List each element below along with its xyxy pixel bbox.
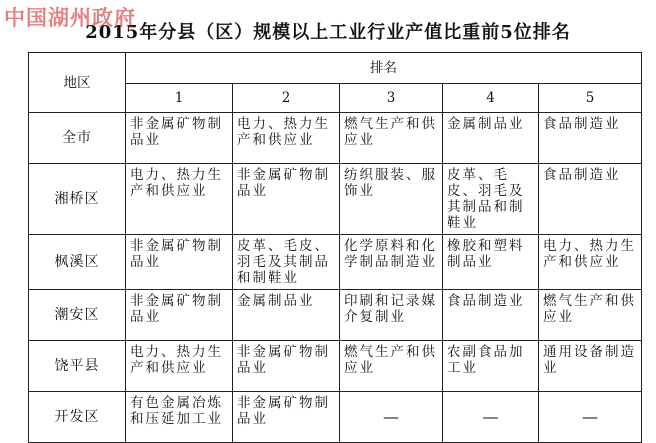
ranking-table	[28, 52, 642, 443]
region-cell: 枫溪区	[29, 235, 126, 290]
industry-cell: 非金属矿物制品业	[233, 392, 340, 443]
industry-cell: 皮革、毛皮、羽毛及其制品和制鞋业	[443, 164, 539, 235]
table-row	[29, 290, 642, 341]
industry-cell: 电力、热力生产和供应业	[539, 235, 642, 290]
region-cell: 开发区	[29, 392, 126, 443]
industry-cell: 皮革、毛皮、羽毛及其制品和制鞋业	[233, 235, 340, 290]
rank-2-header: 2	[233, 84, 340, 113]
industry-cell: 食品制造业	[539, 113, 642, 164]
page-title: 2015年分县（区）规模以上工业行业产值比重前5位排名	[85, 22, 571, 43]
industry-cell: 非金属矿物制品业	[126, 235, 233, 290]
region-cell: 潮安区	[29, 290, 126, 341]
empty-dash-cell: —	[539, 392, 642, 443]
header-row	[29, 53, 642, 84]
rank-header: 排名	[126, 53, 642, 84]
industry-cell: 农副食品加工业	[443, 341, 539, 392]
industry-cell: 金属制品业	[233, 290, 340, 341]
industry-cell: 金属制品业	[443, 113, 539, 164]
industry-cell: 燃气生产和供应业	[539, 290, 642, 341]
industry-cell: 橡胶和塑料制品业	[443, 235, 539, 290]
empty-dash-cell: —	[443, 392, 539, 443]
table-row	[29, 235, 642, 290]
rank-1-header: 1	[126, 84, 233, 113]
industry-cell: 非金属矿物制品业	[233, 341, 340, 392]
region-cell: 湘桥区	[29, 164, 126, 235]
industry-cell: 食品制造业	[443, 290, 539, 341]
industry-cell: 印刷和记录媒介复制业	[340, 290, 443, 341]
industry-cell: 电力、热力生产和供应业	[126, 341, 233, 392]
industry-cell: 纺织服装、服饰业	[340, 164, 443, 235]
empty-dash-cell: —	[340, 392, 443, 443]
region-header: 地区	[29, 53, 126, 113]
table-row	[29, 113, 642, 164]
table-row	[29, 392, 642, 443]
region-cell: 全市	[29, 113, 126, 164]
industry-cell: 燃气生产和供应业	[340, 341, 443, 392]
rank-4-header: 4	[443, 84, 539, 113]
industry-cell: 食品制造业	[539, 164, 642, 235]
watermark-text: 中国湖州政府	[4, 5, 136, 30]
industry-cell: 有色金属冶炼和压延加工业	[126, 392, 233, 443]
industry-cell: 化学原料和化学制品制造业	[340, 235, 443, 290]
industry-cell: 非金属矿物制品业	[126, 113, 233, 164]
rank-3-header: 3	[340, 84, 443, 113]
region-cell: 饶平县	[29, 341, 126, 392]
industry-cell: 电力、热力生产和供应业	[126, 164, 233, 235]
table-row	[29, 164, 642, 235]
industry-cell: 电力、热力生产和供应业	[233, 113, 340, 164]
industry-cell: 通用设备制造业	[539, 341, 642, 392]
industry-cell: 非金属矿物制品业	[126, 290, 233, 341]
table-row	[29, 341, 642, 392]
industry-cell: 燃气生产和供应业	[340, 113, 443, 164]
rank-5-header: 5	[539, 84, 642, 113]
industry-cell: 非金属矿物制品业	[233, 164, 340, 235]
